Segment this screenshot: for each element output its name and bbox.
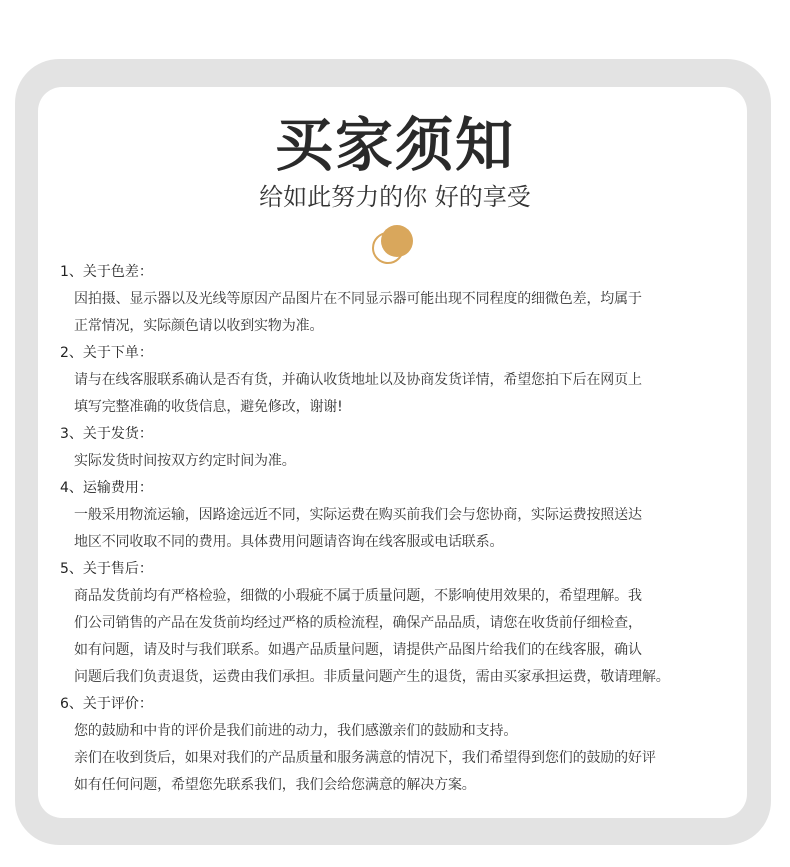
section-heading: 6、关于评价： bbox=[60, 696, 153, 712]
section-heading: 2、关于下单： bbox=[60, 345, 153, 361]
section-line: 正常情况，实际颜色请以收到实物为准。 bbox=[74, 318, 324, 334]
filled-circle bbox=[381, 225, 413, 257]
section-line: 问题后我们负责退货，运费由我们承担。非质量问题产生的退货，需由买家承担运费，敬请理解。 bbox=[74, 669, 670, 685]
section-line: 填写完整准确的收货信息，避免修改，谢谢! bbox=[74, 399, 343, 415]
page-title: 买家须知 bbox=[274, 111, 515, 179]
section-freight-cost bbox=[60, 475, 750, 556]
section-line: 实际发货时间按双方约定时间为准。 bbox=[74, 453, 296, 469]
notice-sections bbox=[60, 259, 750, 799]
section-heading: 1、关于色差： bbox=[60, 264, 153, 280]
page-subtitle: 给如此努力的你 好的享受 bbox=[259, 183, 531, 211]
section-line: 一般采用物流运输，因路途远近不同，实际运费在购买前我们会与您协商，实际运费按照送达 bbox=[74, 507, 642, 523]
section-heading: 4、运输费用： bbox=[60, 480, 153, 496]
section-shipping bbox=[60, 421, 750, 475]
section-heading: 3、关于发货： bbox=[60, 426, 153, 442]
section-after-sales bbox=[60, 556, 750, 691]
section-line: 如有任何问题，希望您先联系我们，我们会给您满意的解决方案。 bbox=[74, 777, 476, 793]
section-line: 地区不同收取不同的费用。具体费用问题请咨询在线客服或电话联系。 bbox=[74, 534, 504, 550]
section-heading: 5、关于售后： bbox=[60, 561, 153, 577]
section-line: 如有问题，请及时与我们联系。如遇产品质量问题，请提供产品图片给我们的在线客服，确认 bbox=[74, 642, 642, 658]
section-reviews bbox=[60, 691, 750, 799]
section-line: 们公司销售的产品在发货前均经过严格的质检流程，确保产品品质，请您在收货前仔细检查， bbox=[74, 615, 642, 631]
section-color-difference bbox=[60, 259, 750, 340]
section-line: 因拍摄、显示器以及光线等原因产品图片在不同显示器可能出现不同程度的细微色差，均属于 bbox=[74, 291, 642, 307]
section-line: 商品发货前均有严格检验，细微的小瑕疵不属于质量问题，不影响使用效果的，希望理解。我 bbox=[74, 588, 642, 604]
section-ordering bbox=[60, 340, 750, 421]
section-line: 请与在线客服联系确认是否有货，并确认收货地址以及协商发货详情，希望您拍下后在网页上 bbox=[74, 372, 642, 388]
section-line: 您的鼓励和中肯的评价是我们前进的动力，我们感激亲们的鼓励和支持。 bbox=[74, 723, 518, 739]
section-line: 亲们在收到货后，如果对我们的产品质量和服务满意的情况下，我们希望得到您们的鼓励的好评 bbox=[74, 750, 656, 766]
